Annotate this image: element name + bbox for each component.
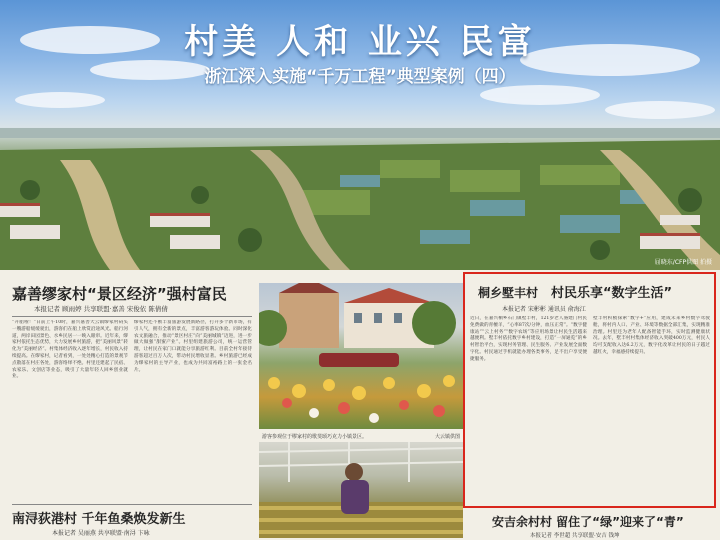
article-right-column-1: 近日，在嘉兴桐乡石门镇墅丰村，121岁老人骆建门村民免费做的青檀羊，“心率87次/分钟，血压正常”。“数字健康站”“云上村务”“数字农场”等应用场景让村民生活越来越便利。墅丰村依托数字乡村建设，打造“一屏通览”的乡村智治平台，实现村务管理、民生服务、产业发展全面数字化。村民通过手机就能办理各类事务，足不出户享受便捷服务。 — [470, 316, 587, 362]
banner-photo-credit: 屈晓东/CFP供图 拍摄 — [654, 259, 712, 266]
article-bottom-right-byline: 本报记者 李世超 共享联盟·安吉 钱坤 — [530, 533, 620, 539]
banner-headline: 村美 人和 业兴 民富 — [184, 22, 536, 62]
article-left-column-2: 缪家村还不断丰富旅游发展新路径，打开多个新市场，有引人气，拥有全新的景点，丰富游客游玩体验。同时深化农文旅融合，推动“景区村庄”向“美丽城镇”迈进，进一步做大做强“甜蜜产业”。村里组建旅游公司，统一运营管理，让村民在家门口就能分享旅游红利。目前全村年接待游客超过百万人次，带动村民增收显著。乡村旅游已经成为缪家村的主导产业，也成为共同富裕路上的一张金名片。 — [134, 320, 252, 373]
divider — [12, 504, 252, 505]
article-bottom-left-title: 南浔荻港村 千年鱼桑焕发新生 — [12, 512, 186, 527]
article-bottom-left-byline: 本报记者 吴丽燕 共享联盟·南浔 卞咏 — [52, 530, 150, 537]
article-left-byline: 本报记者 顾雨婷 共享联盟·嘉善 宋俊依 陈倩倩 — [34, 305, 168, 313]
article-right-kicker: 桐乡墅丰村 — [478, 286, 539, 300]
article-right-byline: 本报记者 宋彬彬 通讯员 俞海江 — [502, 306, 586, 313]
divider — [12, 316, 252, 317]
article-left-column-1: “开船啦！”日前上午10时，嘉兴嘉善大云镇缪家村码头一艘游船缓缓驶出，游客们在船上欣赏沿途风光。船行河道，两岸田园景色、水乡民居一一映入眼帘。近年来，缪家村依托生态优势，大力发展乡村旅游，把“美丽风景”转化为“美丽经济”。村集体经济收入逐年增长，村民收入持续提高。在缪家村，记者看到，一处处精心打造的景观节点散落在村庄各处，游客络绎不绝。村里还建起了民宿、农家乐、文创店等业态，吸引了大量年轻人回乡创业就业。 — [12, 320, 128, 380]
greenhouse-photo — [259, 442, 463, 538]
greenhouse-illustration — [259, 442, 463, 538]
article-left-title: 嘉善缪家村“景区经济”强村富民 — [12, 285, 227, 303]
photo-credit: 大云镇供图 — [434, 434, 460, 440]
article-right-title: 村民乐享“数字生活” — [551, 286, 673, 301]
chocolate-town-photo — [259, 283, 463, 429]
photo-caption-text: 游客参观位于缪家村的歌斐颂巧克力小镇景区。 — [262, 434, 368, 440]
banner-subline: 浙江深入实施“千万工程”典型案例（四） — [204, 67, 516, 87]
article-right-column-2: 墅丰村积极探索“数字+”应用，建成未来乡村数字驾驶舱，将村内人口、产业、环境等数据全部汇集，实现精准治理。村里还为老年人配备智能手环，实时监测健康状况。去年，墅丰村村集体经济收入突破400万元，村民人均可支配收入达6.2万元，数字化改革让村民的日子越过越红火，幸福感持续提升。 — [593, 316, 710, 355]
article-bottom-right-title: 安吉余村村 留住了“绿”迎来了“青” — [492, 515, 684, 529]
castle-scene-illustration — [259, 283, 463, 429]
photo-caption — [262, 433, 460, 440]
